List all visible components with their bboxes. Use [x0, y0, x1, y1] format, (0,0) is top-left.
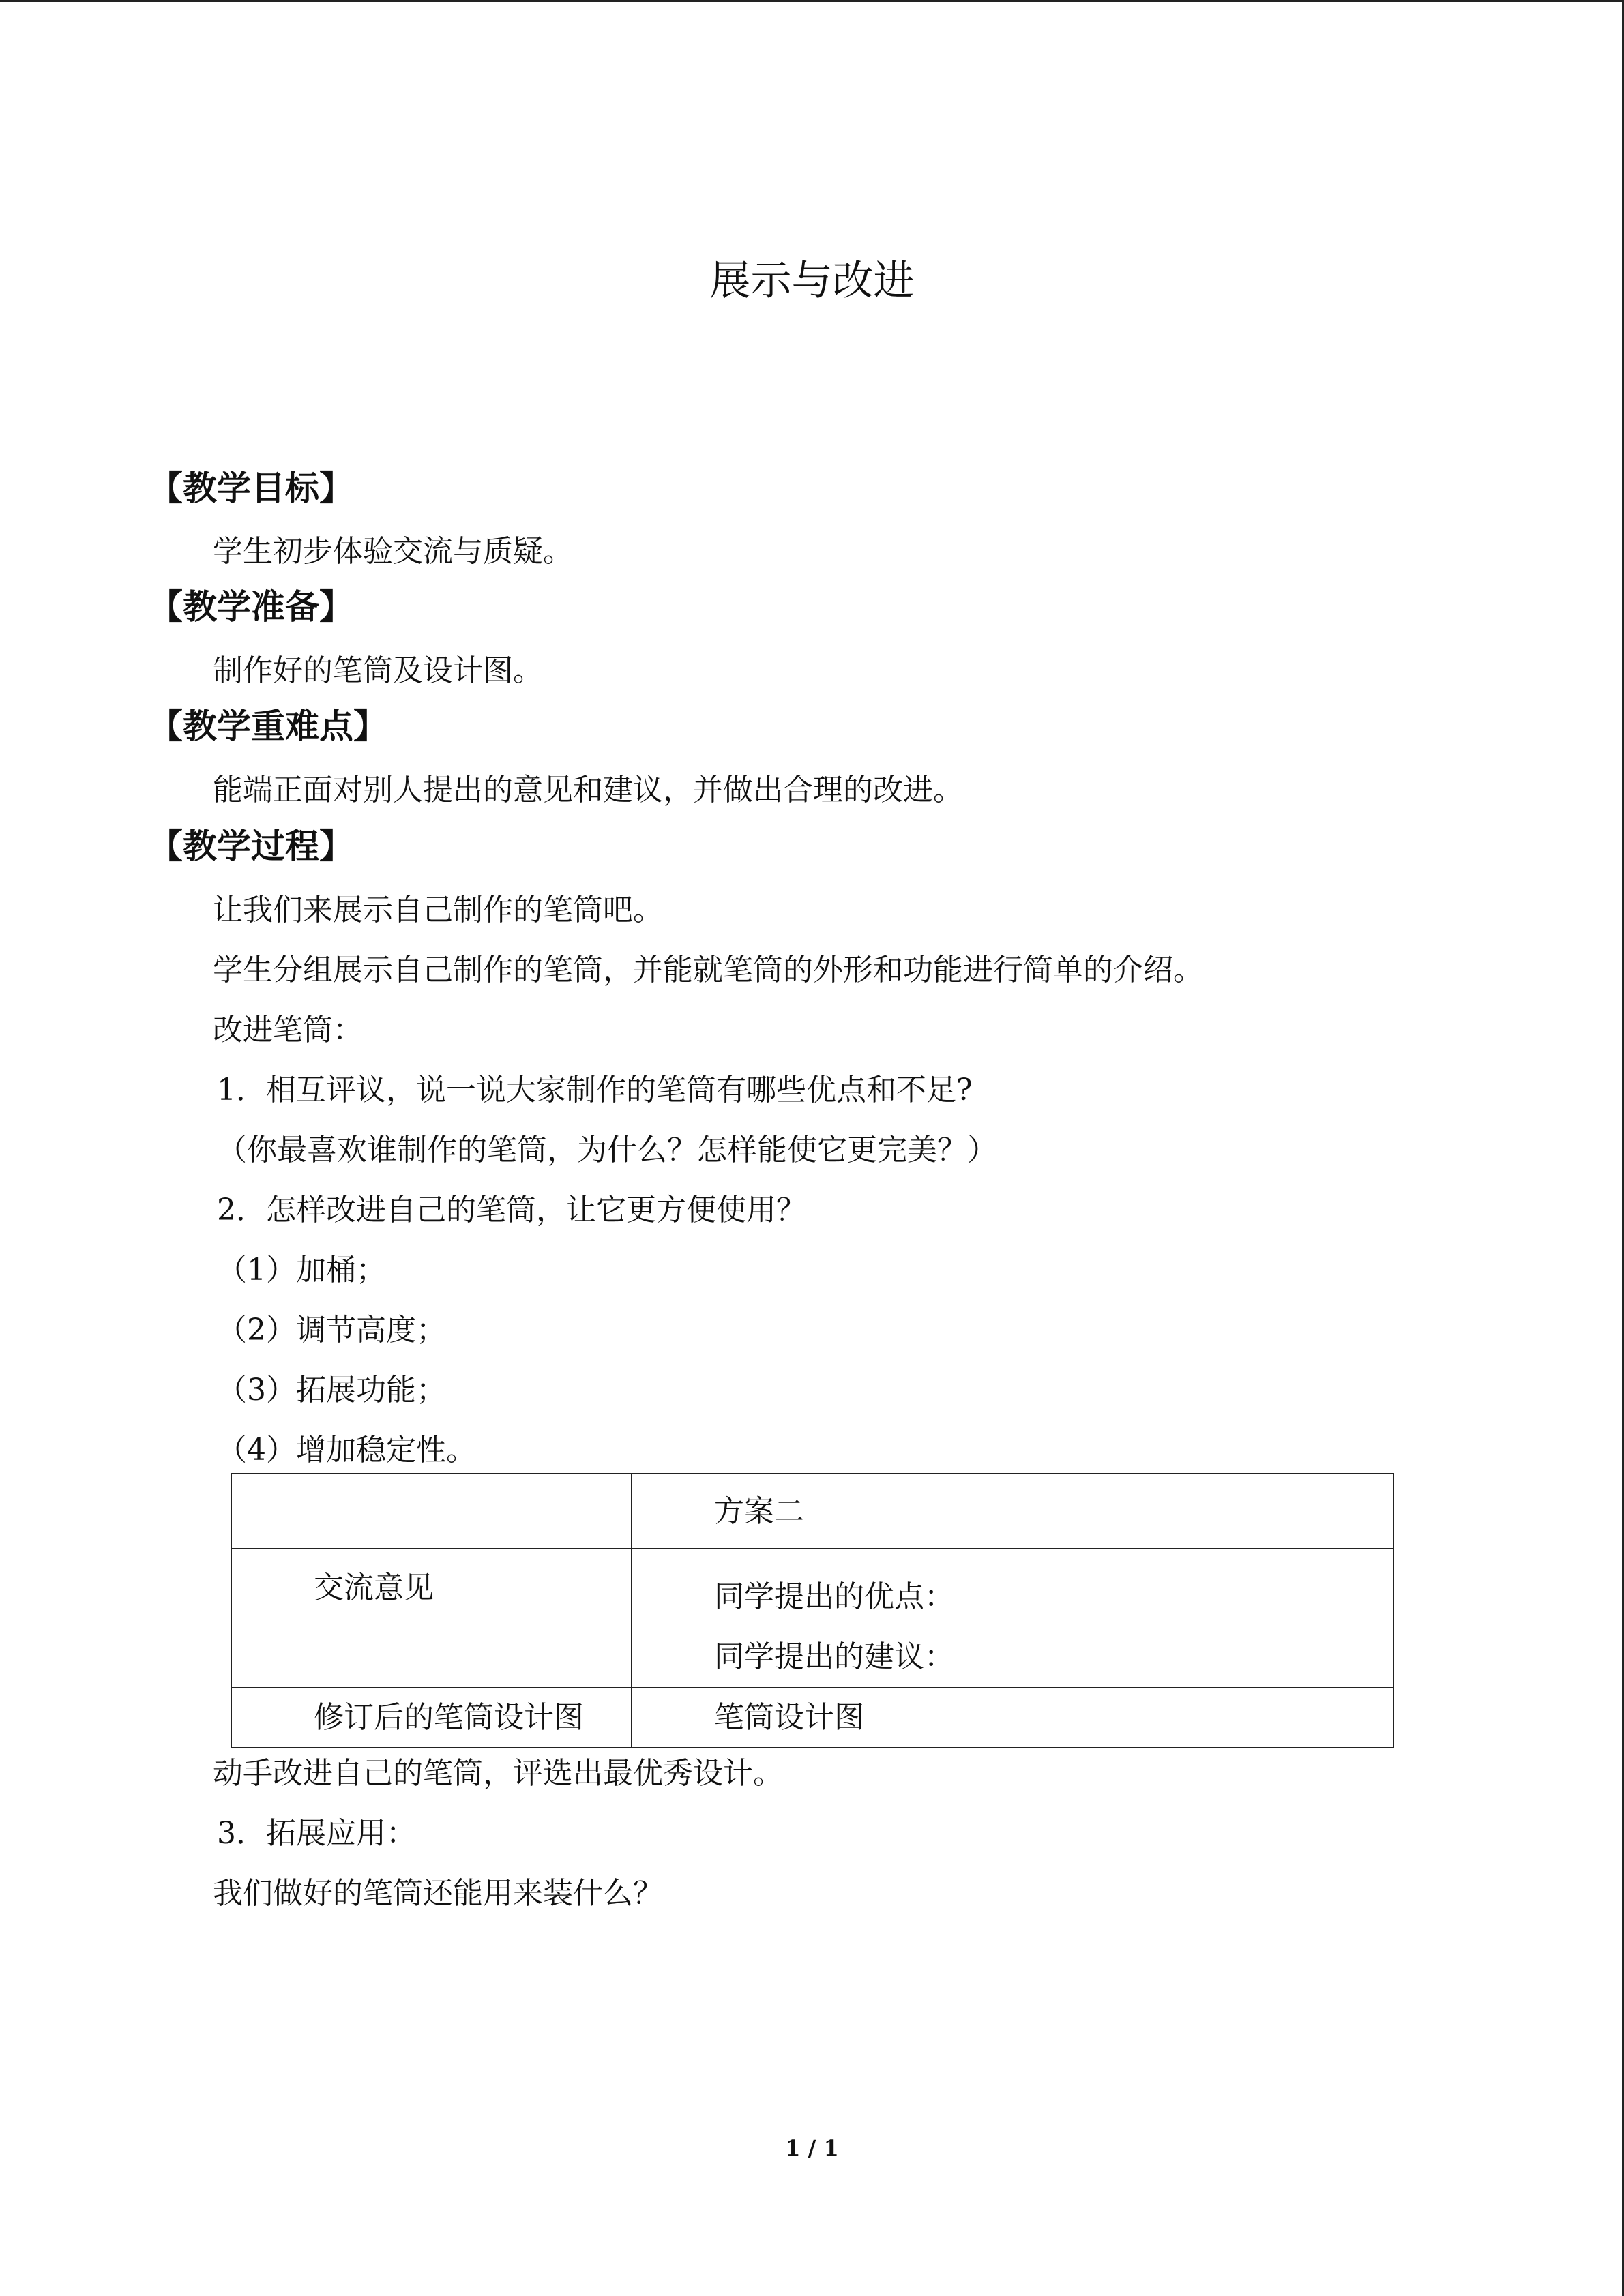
- list-item: （1）加桶；: [217, 1253, 386, 1287]
- page-title: 展示与改进: [709, 257, 915, 305]
- plan-table: [231, 1473, 1394, 1748]
- list-item: （3）拓展功能；: [217, 1373, 446, 1407]
- question-1-note: （你最喜欢谁制作的笔筒，为什么？怎样能使它更完美？）: [217, 1133, 997, 1167]
- table-cell: [231, 1688, 632, 1748]
- heading-teaching-prep: 【教学准备】: [149, 587, 353, 627]
- heading-teaching-goal: 【教学目标】: [149, 468, 353, 508]
- heading-teaching-process: 【教学过程】: [149, 826, 353, 866]
- peer-advantages-label: 同学提出的优点：: [714, 1579, 954, 1614]
- table-cell: [632, 1688, 1393, 1748]
- prep-text: 制作好的笔筒及设计图。: [213, 653, 543, 688]
- difficulty-text: 能端正面对别人提出的意见和建议，并做出合理的改进。: [213, 773, 963, 807]
- table-cell: [231, 1474, 632, 1549]
- process-paragraph-2: 学生分组展示自己制作的笔筒，并能就笔筒的外形和功能进行简单的介绍。: [213, 953, 1203, 987]
- heading-key-difficulty: 【教学重难点】: [149, 706, 387, 746]
- process-paragraph-3: 改进笔筒：: [213, 1013, 363, 1047]
- table-cell: [231, 1549, 632, 1688]
- plan-two-header: 方案二: [714, 1494, 804, 1529]
- exchange-opinions-label: 交流意见: [314, 1570, 434, 1605]
- table-cell: [632, 1549, 1393, 1688]
- list-item: （2）调节高度；: [217, 1313, 446, 1347]
- question-2: 2．怎样改进自己的笔筒，让它更方便使用？: [217, 1193, 806, 1227]
- table-row: [231, 1549, 1393, 1688]
- after-table-text: 动手改进自己的笔筒，评选出最优秀设计。: [213, 1756, 783, 1791]
- table-row: [231, 1474, 1393, 1549]
- table-cell: [632, 1474, 1393, 1549]
- revised-design-label: 修订后的笔筒设计图: [314, 1700, 584, 1735]
- question-1: 1．相互评议，说一说大家制作的笔筒有哪些优点和不足?: [217, 1073, 973, 1107]
- design-drawing-label: 笔筒设计图: [714, 1700, 864, 1735]
- question-3-text: 我们做好的笔筒还能用来装什么？: [213, 1876, 663, 1911]
- peer-suggestions-label: 同学提出的建议：: [714, 1639, 954, 1674]
- question-3: 3．拓展应用：: [217, 1816, 416, 1851]
- process-paragraph-1: 让我们来展示自己制作的笔筒吧。: [213, 893, 663, 927]
- table-row: [231, 1688, 1393, 1748]
- page-number: 1 / 1: [785, 2135, 839, 2161]
- goal-text: 学生初步体验交流与质疑。: [213, 534, 573, 569]
- list-item: （4）增加稳定性。: [217, 1433, 476, 1467]
